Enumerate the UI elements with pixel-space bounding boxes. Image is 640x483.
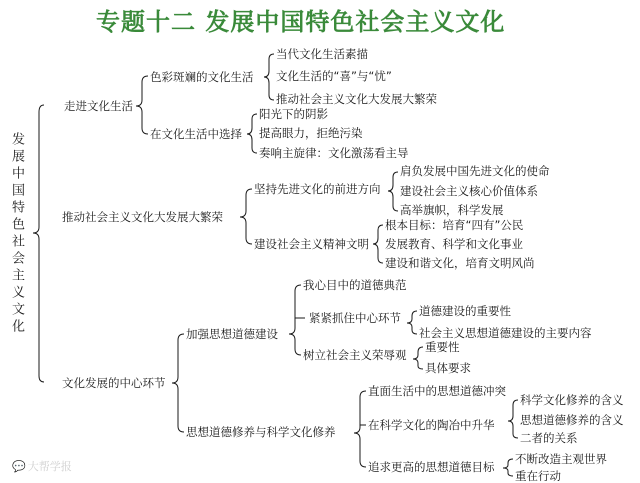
branch-1-child-2: 在文化生活中选择 <box>150 127 242 141</box>
branch-3-child-2: 思想道德修养与科学文化修养 <box>186 425 336 439</box>
b3c2g3-bracket <box>503 459 513 476</box>
leaf-item: 直面生活中的思想道德冲突 <box>368 384 506 398</box>
leaf-item: 不断改造主观世界 <box>515 452 607 466</box>
watermark-text: 大帮学报 <box>27 460 72 473</box>
leaf-item: 思想道德修养的含义 <box>520 413 624 427</box>
leaf-item: 提高眼力，拒绝污染 <box>259 126 363 140</box>
root-node: 发展中国特色社会主义文化 <box>9 132 24 336</box>
sub-branch-label: 紧紧抓住中心环节 <box>309 311 401 325</box>
b3-bracket <box>172 334 184 432</box>
leaf-item: 当代文化生活素描 <box>276 47 368 61</box>
branch-2-child-2: 建设社会主义精神文明 <box>254 237 369 251</box>
leaf-item: 建设和谐文化，培育文明风尚 <box>385 256 535 270</box>
watermark <box>12 458 72 474</box>
leaf-item: 重在行动 <box>515 469 561 483</box>
sub-branch-label: 树立社会主义荣辱观 <box>303 348 407 362</box>
leaf-item: 社会主义思想道德建设的主要内容 <box>419 326 592 340</box>
leaf-item: 推动社会主义文化大发展大繁荣 <box>276 92 437 106</box>
leaf-item: 阳光下的阴影 <box>259 107 328 121</box>
leaf-item: 文化生活的“喜”与“忧” <box>276 69 392 83</box>
sub-branch-label: 追求更高的思想道德目标 <box>368 460 495 474</box>
branch-3-label: 文化发展的中心环节 <box>62 376 166 390</box>
b3c1g3-bracket <box>413 347 423 369</box>
branch-1-label: 走进文化生活 <box>64 99 133 113</box>
leaf-item: 奏响主旋律：文化激荡看主导 <box>259 146 409 160</box>
leaf-item: 二者的关系 <box>520 431 578 445</box>
leaf-item: 发展教育、科学和文化事业 <box>385 237 523 251</box>
branch-2-child-1: 坚持先进文化的前进方向 <box>254 182 381 196</box>
b1-bracket <box>136 76 148 134</box>
leaf-item: 科学文化修养的含义 <box>520 393 624 407</box>
b3c2g2-bracket <box>508 400 518 438</box>
leaf-item: 建设社会主义核心价值体系 <box>400 184 538 198</box>
b2c1-bracket <box>388 172 398 211</box>
leaf-item: 根本目标：培育“四有”公民 <box>385 218 524 232</box>
b3c2-bracket <box>354 391 366 467</box>
leaf-item: 我心目中的道德典范 <box>303 278 407 292</box>
b1c1-bracket <box>264 54 274 100</box>
b3c1-bracket <box>289 285 301 355</box>
b2-bracket <box>240 189 252 244</box>
branch-1-child-1: 色彩斑斓的文化生活 <box>150 70 254 84</box>
branch-2-label: 推动社会主义文化大发展大繁荣 <box>62 210 223 224</box>
root-bracket <box>33 105 44 382</box>
b2c2-bracket <box>373 225 383 263</box>
sub-branch-label: 在科学文化的陶冶中升华 <box>368 418 495 432</box>
leaf-item: 道德建设的重要性 <box>419 304 511 318</box>
leaf-item: 高举旗帜，科学发展 <box>400 203 504 217</box>
b1c2-bracket <box>247 114 257 153</box>
page-title: 专题十二 发展中国特色社会主义文化 <box>96 8 506 36</box>
leaf-item: 重要性 <box>425 340 460 354</box>
b3c1g2-bracket <box>407 311 417 334</box>
branch-3-child-1: 加强思想道德建设 <box>186 327 278 341</box>
leaf-item: 肩负发展中国先进文化的使命 <box>400 164 550 178</box>
chat-bubble-icon: 💬 <box>12 460 26 473</box>
leaf-item: 具体要求 <box>425 361 471 375</box>
